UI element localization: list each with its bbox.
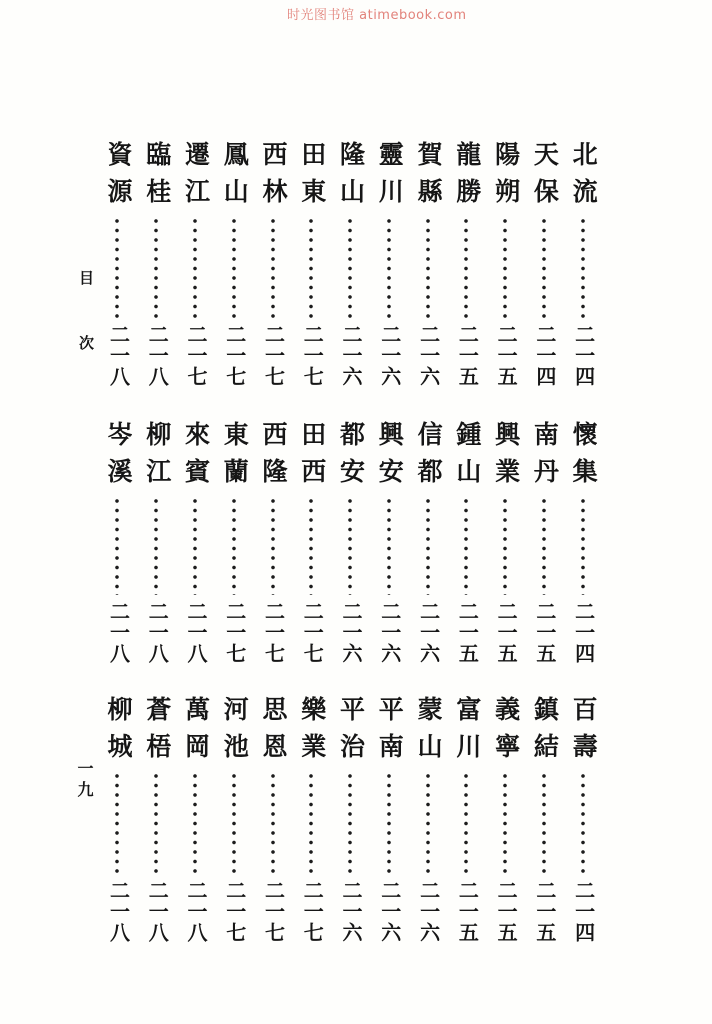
toc-entry — [524, 141, 563, 387]
entry-name: 陽朔 — [491, 141, 519, 215]
entry-name: 岑溪 — [103, 421, 131, 495]
entry-name: 柳城 — [103, 696, 131, 770]
entry-page-number: 二一八 — [183, 601, 206, 664]
toc-entry — [253, 141, 292, 387]
toc-entry — [137, 696, 176, 943]
dotted-leader — [581, 217, 585, 318]
entry-name: 鍾山 — [452, 421, 480, 495]
toc-entry — [292, 696, 331, 943]
entry-name: 都安 — [336, 421, 364, 495]
toc-entry — [408, 141, 447, 387]
entry-name: 田東 — [297, 141, 325, 215]
toc-entry — [563, 421, 602, 664]
entry-page-number: 二一八 — [145, 601, 168, 664]
entry-name: 西林 — [259, 141, 286, 215]
entry-name: 鎮結 — [530, 696, 558, 770]
entry-page-number: 二一七 — [222, 324, 245, 387]
toc-entry — [176, 696, 215, 943]
dotted-leader — [542, 772, 546, 874]
entry-name: 遷江 — [181, 141, 209, 215]
dotted-leader — [193, 217, 197, 318]
toc-entry — [176, 421, 215, 664]
entry-name: 鳳山 — [220, 141, 248, 215]
entry-page-number: 二一七 — [222, 601, 245, 664]
dotted-leader — [193, 772, 197, 874]
toc-block-top — [98, 141, 602, 387]
entry-page-number: 二一七 — [300, 324, 323, 387]
dotted-leader — [271, 772, 275, 874]
toc-entry — [176, 141, 215, 387]
entry-name: 懷集 — [569, 421, 597, 495]
toc-entry — [253, 696, 292, 943]
entry-name: 蒼梧 — [142, 696, 170, 770]
entry-name: 蒙山 — [414, 696, 442, 770]
entry-name: 南丹 — [530, 421, 558, 495]
dotted-leader — [581, 497, 585, 595]
dotted-leader — [309, 217, 313, 318]
dotted-leader — [503, 497, 507, 595]
entry-page-number: 二一五 — [494, 880, 517, 943]
dotted-leader — [581, 772, 585, 874]
entry-page-number: 二一七 — [261, 601, 284, 664]
margin-section-label: 目次 — [77, 270, 93, 400]
entry-page-number: 二一五 — [455, 324, 478, 387]
entry-page-number: 二一八 — [145, 324, 168, 387]
dotted-leader — [464, 217, 468, 318]
dotted-leader — [426, 497, 430, 595]
entry-name: 平南 — [375, 696, 403, 770]
entry-name: 天保 — [530, 141, 558, 215]
entry-page-number: 二一七 — [300, 601, 323, 664]
dotted-leader — [115, 772, 119, 874]
toc-entry — [214, 141, 253, 387]
dotted-leader — [348, 497, 352, 595]
toc-entry — [292, 141, 331, 387]
toc-block-bottom — [98, 696, 602, 943]
entry-page-number: 二一八 — [145, 880, 168, 943]
entry-name: 東蘭 — [220, 421, 248, 495]
entry-name: 西隆 — [259, 421, 286, 495]
toc-entry — [447, 141, 486, 387]
entry-name: 河池 — [220, 696, 248, 770]
entry-page-number: 二一八 — [106, 324, 129, 387]
entry-page-number: 二一四 — [571, 601, 594, 664]
toc-entry — [214, 421, 253, 664]
entry-page-number: 二一八 — [106, 880, 129, 943]
entry-page-number: 二一五 — [455, 880, 478, 943]
entry-name: 田西 — [297, 421, 325, 495]
toc-entry — [486, 421, 525, 664]
entry-page-number: 二一六 — [339, 601, 362, 664]
entry-page-number: 二一五 — [532, 601, 555, 664]
dotted-leader — [542, 217, 546, 318]
entry-name: 北流 — [569, 141, 597, 215]
margin-folio-number: 一九 — [75, 760, 92, 802]
entry-page-number: 二一四 — [571, 324, 594, 387]
entry-page-number: 二一八 — [106, 601, 129, 664]
toc-entry — [369, 696, 408, 943]
entry-page-number: 二一六 — [339, 324, 362, 387]
dotted-leader — [464, 772, 468, 874]
toc-entry — [486, 141, 525, 387]
toc-entry — [137, 141, 176, 387]
dotted-leader — [426, 772, 430, 874]
watermark-text: 时光图书馆 atimebook.com — [287, 8, 467, 23]
entry-page-number: 二一四 — [532, 324, 555, 387]
dotted-leader — [154, 497, 158, 595]
entry-page-number: 二一六 — [377, 880, 400, 943]
entry-page-number: 二一七 — [183, 324, 206, 387]
toc-entry — [214, 696, 253, 943]
entry-name: 樂業 — [297, 696, 325, 770]
toc-entry — [486, 696, 525, 943]
dotted-leader — [232, 772, 236, 874]
dotted-leader — [271, 497, 275, 595]
entry-page-number: 二一四 — [571, 880, 594, 943]
entry-name: 思恩 — [259, 696, 286, 770]
toc-entry — [331, 421, 370, 664]
dotted-leader — [464, 497, 468, 595]
entry-page-number: 二一七 — [222, 880, 245, 943]
toc-entry — [524, 696, 563, 943]
dotted-leader — [309, 772, 313, 874]
toc-entry — [408, 696, 447, 943]
entry-name: 資源 — [103, 141, 131, 215]
dotted-leader — [154, 772, 158, 874]
dotted-leader — [387, 497, 391, 595]
toc-entry — [408, 421, 447, 664]
toc-entry — [563, 696, 602, 943]
dotted-leader — [542, 497, 546, 595]
entry-name: 富川 — [452, 696, 480, 770]
dotted-leader — [154, 217, 158, 318]
toc-entry — [98, 141, 137, 387]
entry-page-number: 二一七 — [261, 880, 284, 943]
dotted-leader — [387, 772, 391, 874]
dotted-leader — [232, 217, 236, 318]
entry-page-number: 二一五 — [455, 601, 478, 664]
entry-name: 賀縣 — [414, 141, 442, 215]
entry-page-number: 二一五 — [494, 324, 517, 387]
toc-entry — [563, 141, 602, 387]
entry-name: 平治 — [336, 696, 364, 770]
entry-page-number: 二一六 — [339, 880, 362, 943]
entry-name: 百壽 — [569, 696, 597, 770]
dotted-leader — [348, 772, 352, 874]
entry-name: 柳江 — [142, 421, 170, 495]
toc-entry — [369, 421, 408, 664]
entry-name: 信都 — [414, 421, 442, 495]
entry-page-number: 二一五 — [532, 880, 555, 943]
toc-block-middle — [98, 421, 602, 664]
entry-page-number: 二一七 — [261, 324, 284, 387]
dotted-leader — [271, 217, 275, 318]
entry-name: 興業 — [491, 421, 519, 495]
entry-name: 來賓 — [181, 421, 209, 495]
dotted-leader — [309, 497, 313, 595]
entry-page-number: 二一七 — [300, 880, 323, 943]
entry-name: 義寧 — [491, 696, 519, 770]
toc-entry — [331, 696, 370, 943]
toc-entry — [98, 696, 137, 943]
dotted-leader — [115, 497, 119, 595]
toc-entry — [331, 141, 370, 387]
toc-entry — [292, 421, 331, 664]
dotted-leader — [348, 217, 352, 318]
dotted-leader — [426, 217, 430, 318]
entry-name: 萬岡 — [181, 696, 209, 770]
toc-entry — [137, 421, 176, 664]
toc-entry — [447, 421, 486, 664]
entry-page-number: 二一六 — [416, 880, 439, 943]
entry-page-number: 二一六 — [416, 324, 439, 387]
dotted-leader — [193, 497, 197, 595]
entry-page-number: 二一八 — [183, 880, 206, 943]
toc-entry — [253, 421, 292, 664]
dotted-leader — [115, 217, 119, 318]
entry-page-number: 二一六 — [416, 601, 439, 664]
dotted-leader — [503, 772, 507, 874]
dotted-leader — [503, 217, 507, 318]
entry-page-number: 二一六 — [377, 324, 400, 387]
entry-name: 龍勝 — [452, 141, 480, 215]
entry-page-number: 二一五 — [494, 601, 517, 664]
toc-entry — [98, 421, 137, 664]
entry-page-number: 二一六 — [377, 601, 400, 664]
toc-entry — [447, 696, 486, 943]
dotted-leader — [232, 497, 236, 595]
dotted-leader — [387, 217, 391, 318]
toc-entry — [369, 141, 408, 387]
entry-name: 臨桂 — [142, 141, 170, 215]
entry-name: 靈川 — [375, 141, 403, 215]
entry-name: 興安 — [375, 421, 403, 495]
toc-entry — [524, 421, 563, 664]
entry-name: 隆山 — [336, 141, 364, 215]
